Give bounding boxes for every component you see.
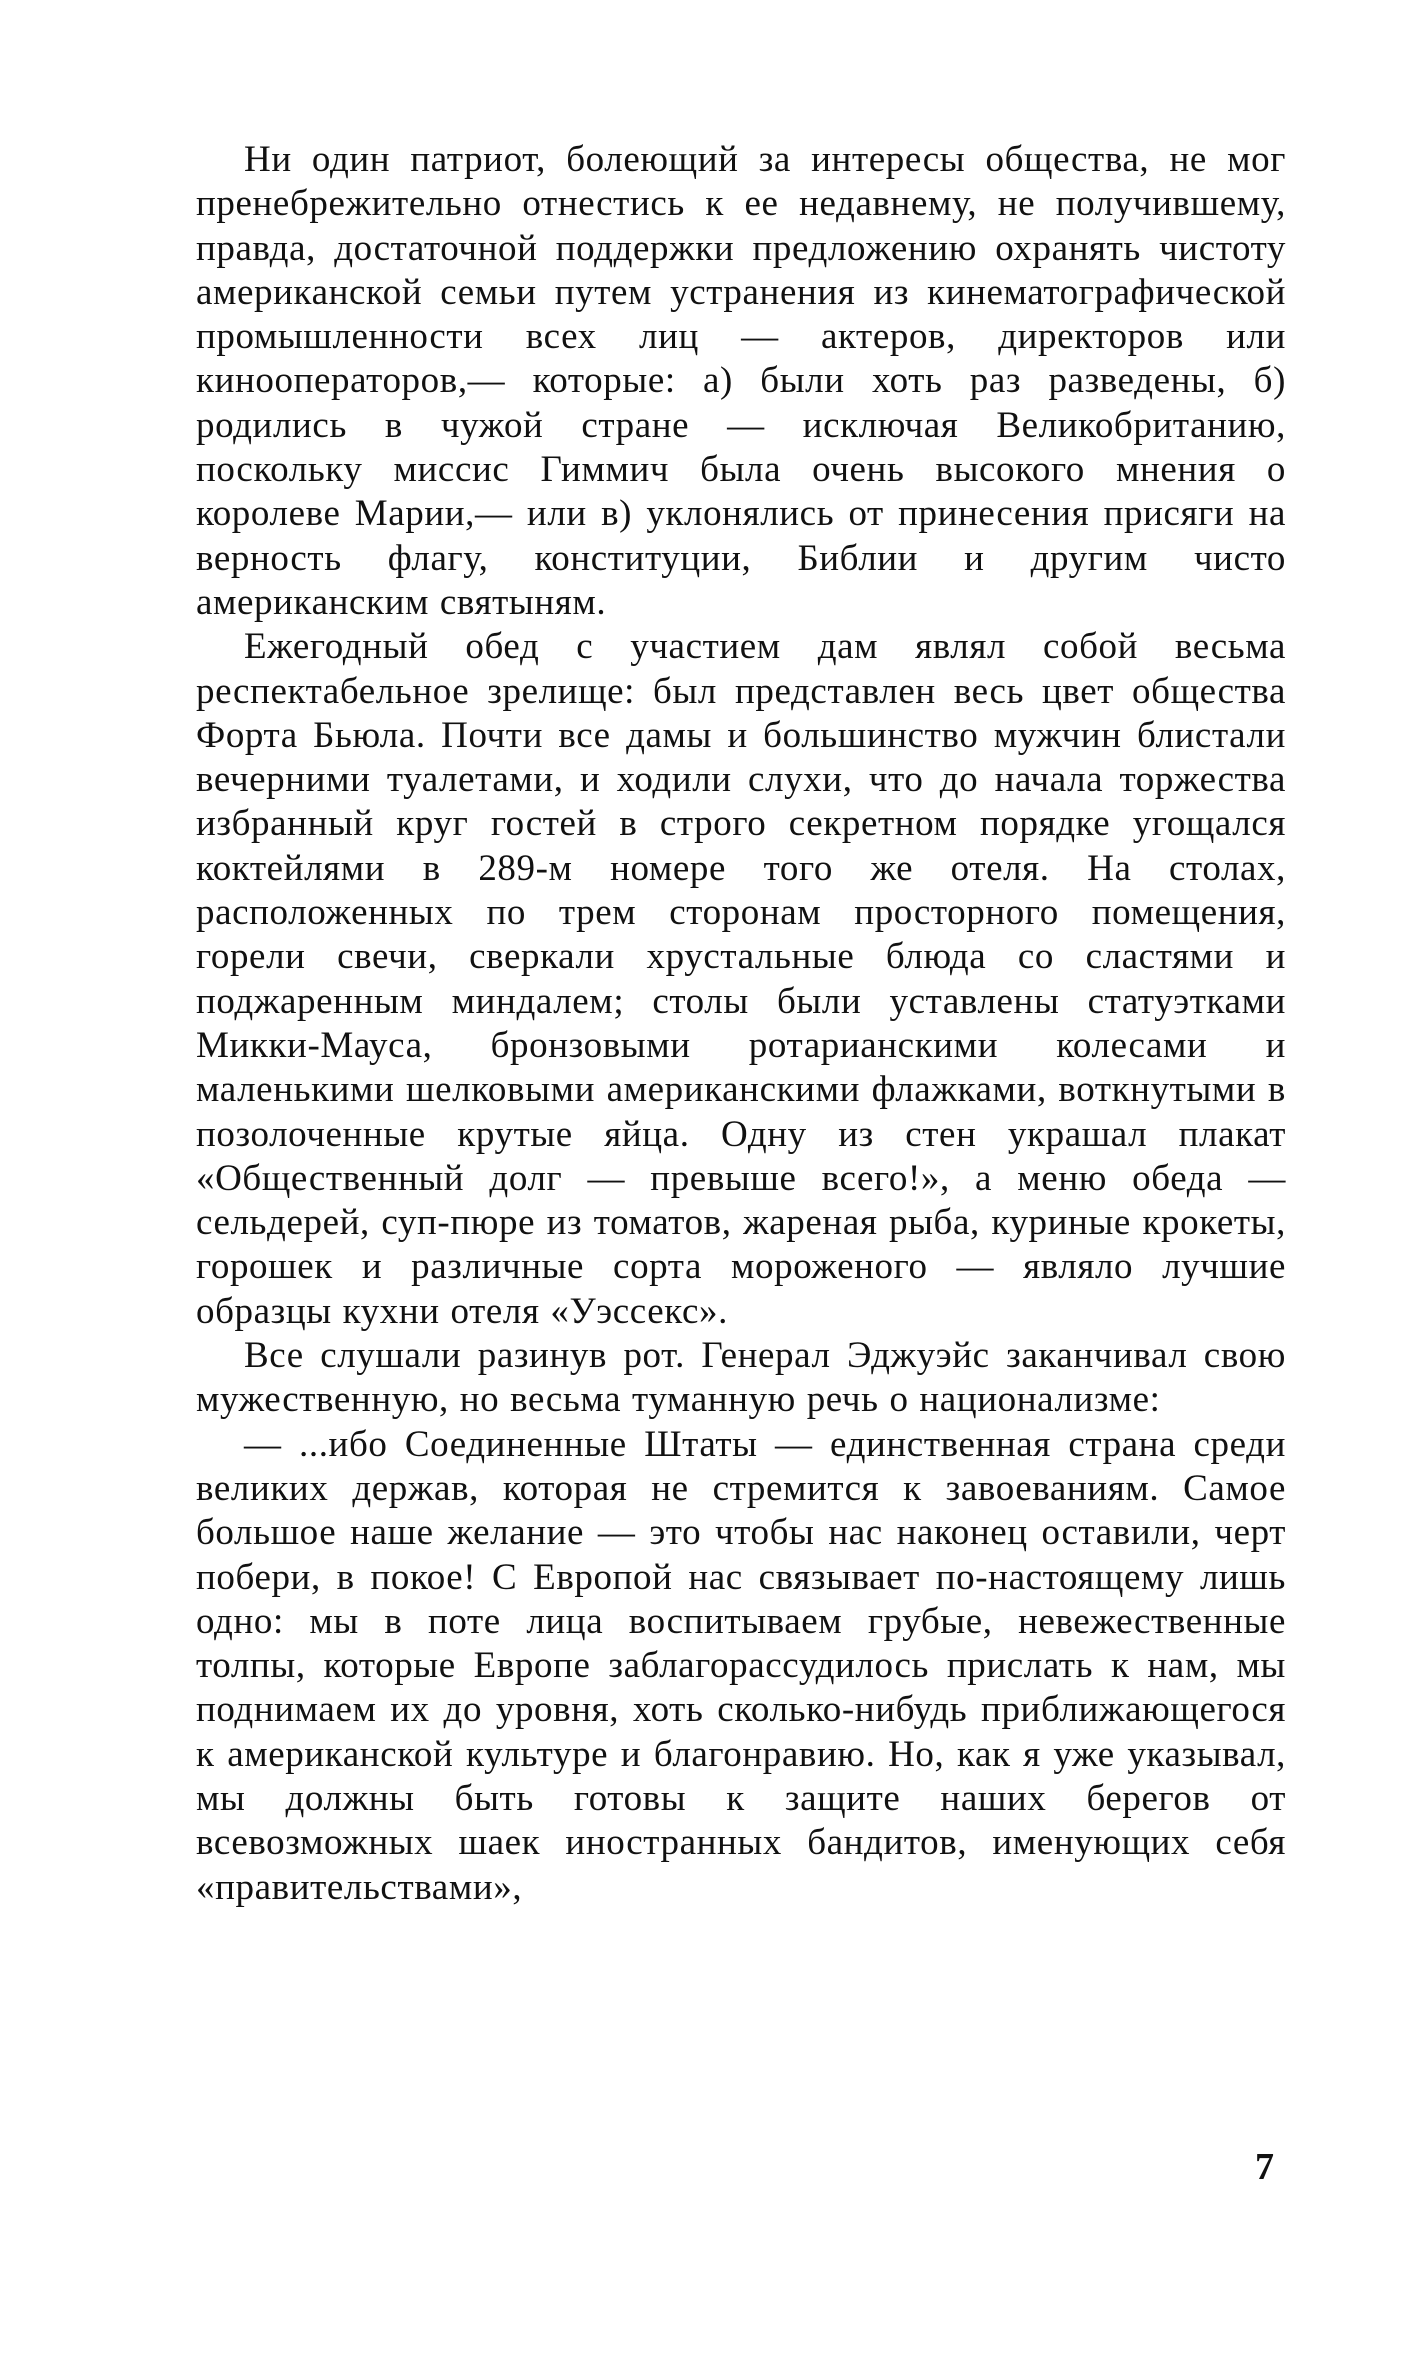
paragraph-4: — ...ибо Соединенные Штаты — единственная страна среди великих держав, которая не стремится к завоеваниям. Самое большое наше желание — это чтобы нас наконец оставили, черт побери, в покое! С Европой нас связывает по-настоящему лишь одно: мы в поте лица воспитываем грубые, невежественные толпы, которые Европе заблагорассудилось прислать к нам, мы поднимаем их до уровня, хоть сколько-нибудь приближающегося к американской культуре и благонравию. Но, как я уже указывал, мы должны быть готовы к защите наших берегов от всевозможных шаек иностранных бандитов, именующих себя «правительствами», [196,1423,1286,1908]
paragraph-2: Ежегодный обед с участием дам являл собой весьма респектабельное зрелище: был представлен весь цвет общества Форта Бьюла. Почти все дамы и большинство мужчин блистали вечерними туалетами, и ходили слухи, что до начала торжества избранный круг гостей в строго секретном порядке угощался коктейлями в 289-м номере того же отеля. На столах, расположенных по трем сторонам просторного помещения, горели свечи, сверкали хрустальные блюда со сластями и поджаренным миндалем; столы были уставлены статуэтками Микки-Мауса, бронзовыми ротарианскими колесами и маленькими шелковыми американскими флажками, воткнутыми в позолоченные крутые яйца. Одну из стен украшал плакат «Общественный долг — превыше всего!», а меню обеда — сельдерей, суп-пюре из томатов, жареная рыба, куриные крокеты, горошек и различные сорта мороженого — являло лучшие образцы кухни отеля «Уэссекс». [196,626,1286,1332]
paragraph-3: Все слушали разинув рот. Генерал Эджуэйс заканчивал свою мужественную, но весьма туманную речь о национализме: [196,1335,1286,1421]
page-number: 7 [1255,2146,1274,2188]
body-text [196,138,1286,1910]
paragraph-1: Ни один патриот, болеющий за интересы общества, не мог пренебрежительно отнестись к ее недавнему, не получившему, правда, достаточной поддержки предложению охранять чистоту американской семьи путем устранения из кинематографической промышленности всех лиц — актеров, директоров или кинооператоров,— которые: а) были хоть раз разведены, б) родились в чужой стране — исключая Великобританию, поскольку миссис Гиммич была очень высокого мнения о королеве Марии,— или в) уклонялись от принесения присяги на верность флагу, конституции, Библии и другим чисто американским святыням. [196,139,1286,623]
